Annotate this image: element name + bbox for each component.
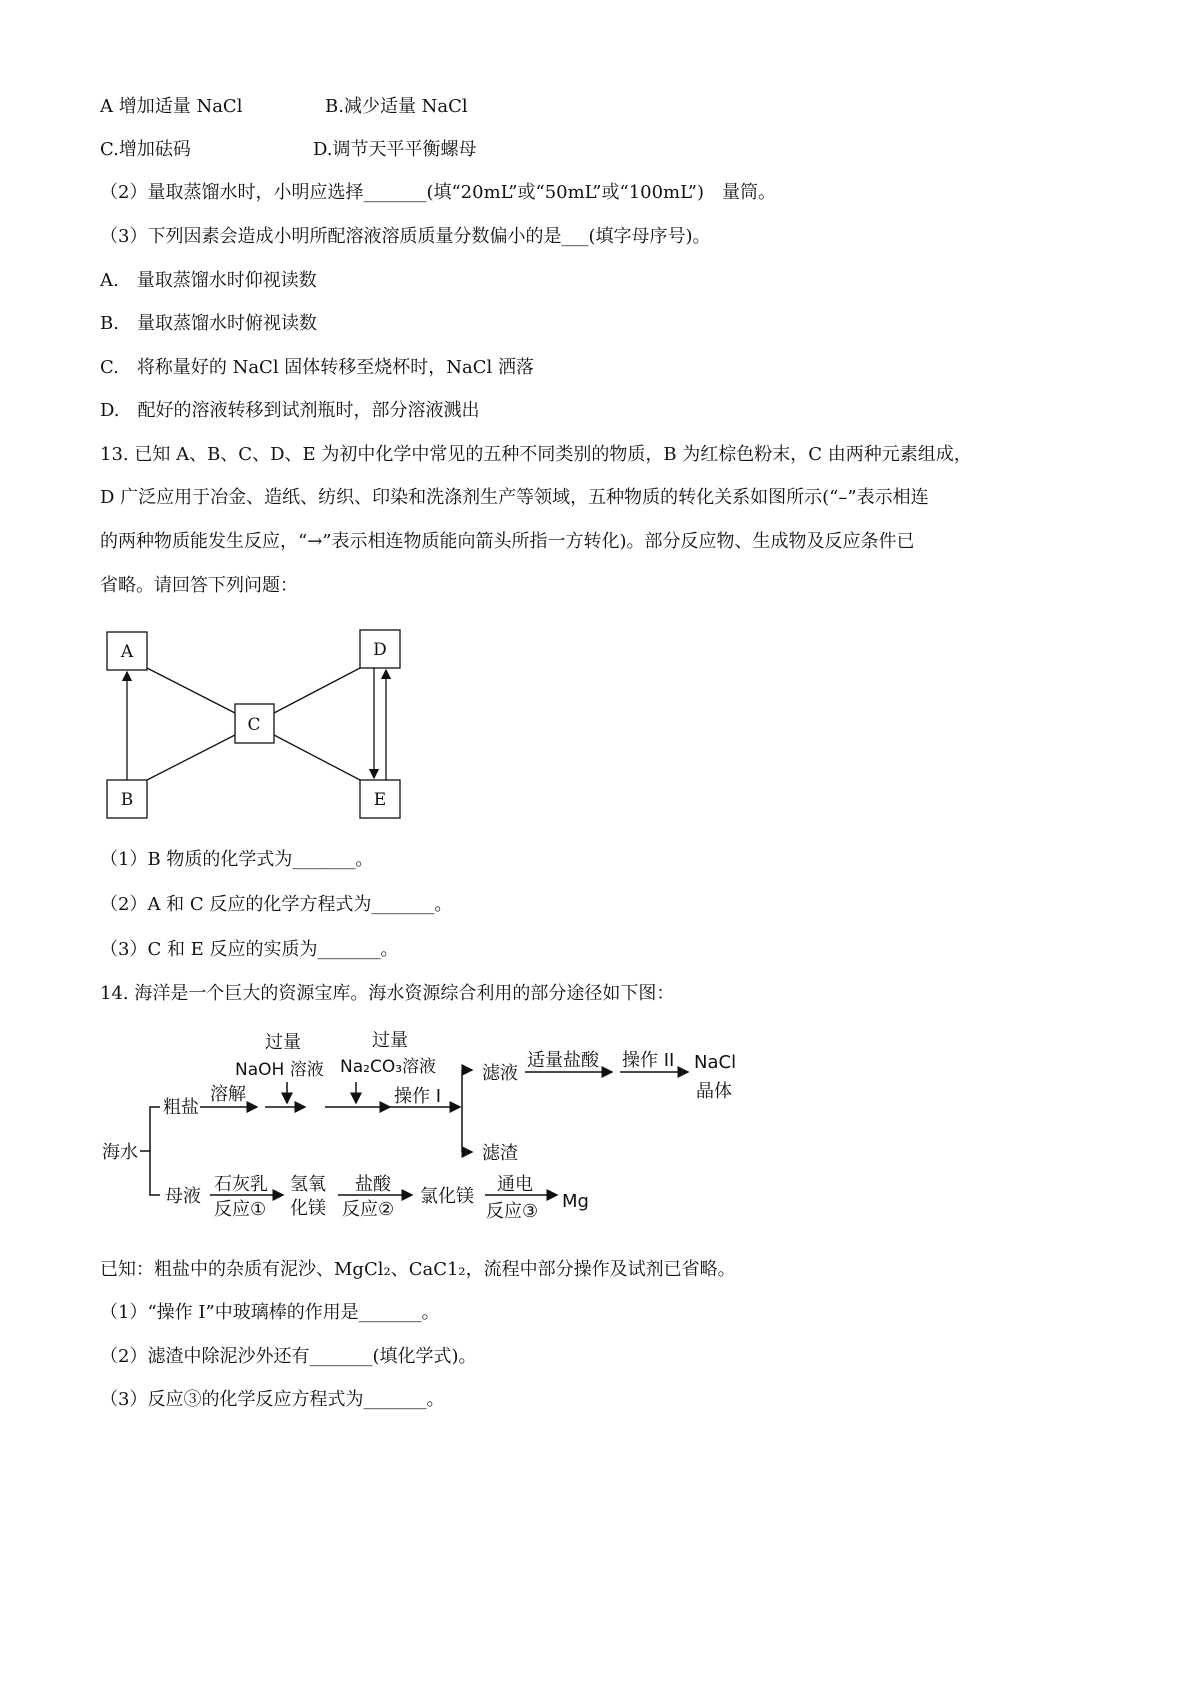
option-b: B.减少适量 NaCl (325, 96, 468, 117)
question-13-2: （2）A 和 C 反应的化学方程式为_______。 (100, 894, 453, 915)
node-b: B (120, 790, 134, 810)
flow-lime: 石灰乳 (214, 1174, 268, 1195)
flow-nacl: NaCl (694, 1052, 737, 1073)
flow-mgoh-1: 氢氧 (290, 1174, 326, 1195)
flow-hcl-2: 盐酸 (355, 1174, 391, 1195)
option-a: A 增加适量 NaCl (100, 96, 243, 117)
flow-mg: Mg (562, 1191, 589, 1212)
flow-seawater: 海水 (102, 1142, 138, 1163)
flow-crude-salt: 粗盐 (163, 1097, 199, 1118)
question-13-3: （3）C 和 E 反应的实质为_______。 (100, 939, 399, 960)
option-c: C.增加砝码 (100, 139, 191, 160)
option-d: D.调节天平平衡螺母 (313, 139, 477, 160)
flow-hcl: 适量盐酸 (527, 1050, 599, 1071)
node-e: E (373, 790, 387, 810)
question-14-1: （1）“操作 I”中玻璃棒的作用是_______。 (100, 1302, 440, 1323)
flow-electrolysis: 通电 (497, 1174, 533, 1195)
flow-op1: 操作 I (394, 1086, 442, 1107)
node-a: A (120, 642, 134, 662)
flow-filtrate: 滤液 (482, 1063, 518, 1084)
flow-mgoh-2: 化镁 (290, 1198, 326, 1219)
question-14-known: 已知：粗盐中的杂质有泥沙、MgCl₂、CaC1₂，流程中部分操作及试剂已省略。 (100, 1259, 736, 1280)
flow-crystal: 晶体 (696, 1081, 732, 1102)
question-14-2: （2）滤渣中除泥沙外还有_______(填化学式)。 (100, 1346, 477, 1367)
choice-c: C. 将称量好的 NaCl 固体转移至烧杯时，NaCl 洒落 (100, 357, 535, 378)
flow-residue: 滤渣 (482, 1143, 518, 1164)
choice-d: D. 配好的溶液转移到试剂瓶时，部分溶液溅出 (100, 400, 480, 421)
flow-dissolve: 溶解 (210, 1084, 246, 1105)
flow-excess-1: 过量 (265, 1032, 301, 1053)
flow-op2: 操作 II (622, 1050, 675, 1071)
flow-r2: 反应② (342, 1199, 395, 1220)
node-c: C (247, 715, 261, 735)
flow-excess-2: 过量 (372, 1030, 408, 1051)
question-14-3: （3）反应③的化学反应方程式为_______。 (100, 1389, 445, 1410)
question-12-2: （2）量取蒸馏水时，小明应选择_______(填“20mL”或“50mL”或“100mL”) 量筒。 (100, 182, 776, 203)
flow-mgcl2: 氯化镁 (420, 1186, 474, 1207)
flow-mother-liquor: 母液 (165, 1186, 201, 1207)
question-14-intro: 14. 海洋是一个巨大的资源宝库。海水资源综合利用的部分途径如下图： (100, 983, 675, 1004)
question-13-line-2: D 广泛应用于冶金、造纸、纺织、印染和洗涤剂生产等领域，五种物质的转化关系如图所示(“–”表示相连 (100, 487, 929, 508)
question-13-1: （1）B 物质的化学式为_______。 (100, 849, 374, 870)
flow-r1: 反应① (214, 1199, 267, 1220)
choice-a: A. 量取蒸馏水时仰视读数 (100, 270, 317, 291)
question-12-3: （3）下列因素会造成小明所配溶液溶质质量分数偏小的是___(填字母序号)。 (100, 226, 711, 247)
choice-b: B. 量取蒸馏水时俯视读数 (100, 313, 317, 334)
flow-r3: 反应③ (486, 1201, 539, 1222)
node-d: D (373, 640, 387, 660)
seawater-flowchart (0, 1020, 800, 1240)
question-13-line-4: 省略。请回答下列问题： (100, 575, 298, 596)
flow-naoh: NaOH 溶液 (235, 1060, 324, 1080)
flow-na2co3: Na₂CO₃溶液 (340, 1057, 437, 1077)
question-13-line-1: 13. 已知 A、B、C、D、E 为初中化学中常见的五种不同类别的物质，B 为红棕色粉末，C 由两种元素组成， (100, 444, 972, 465)
question-13-line-3: 的两种物质能发生反应，“→”表示相连物质能向箭头所指一方转化)。部分反应物、生成物及反应条件已 (100, 531, 915, 552)
